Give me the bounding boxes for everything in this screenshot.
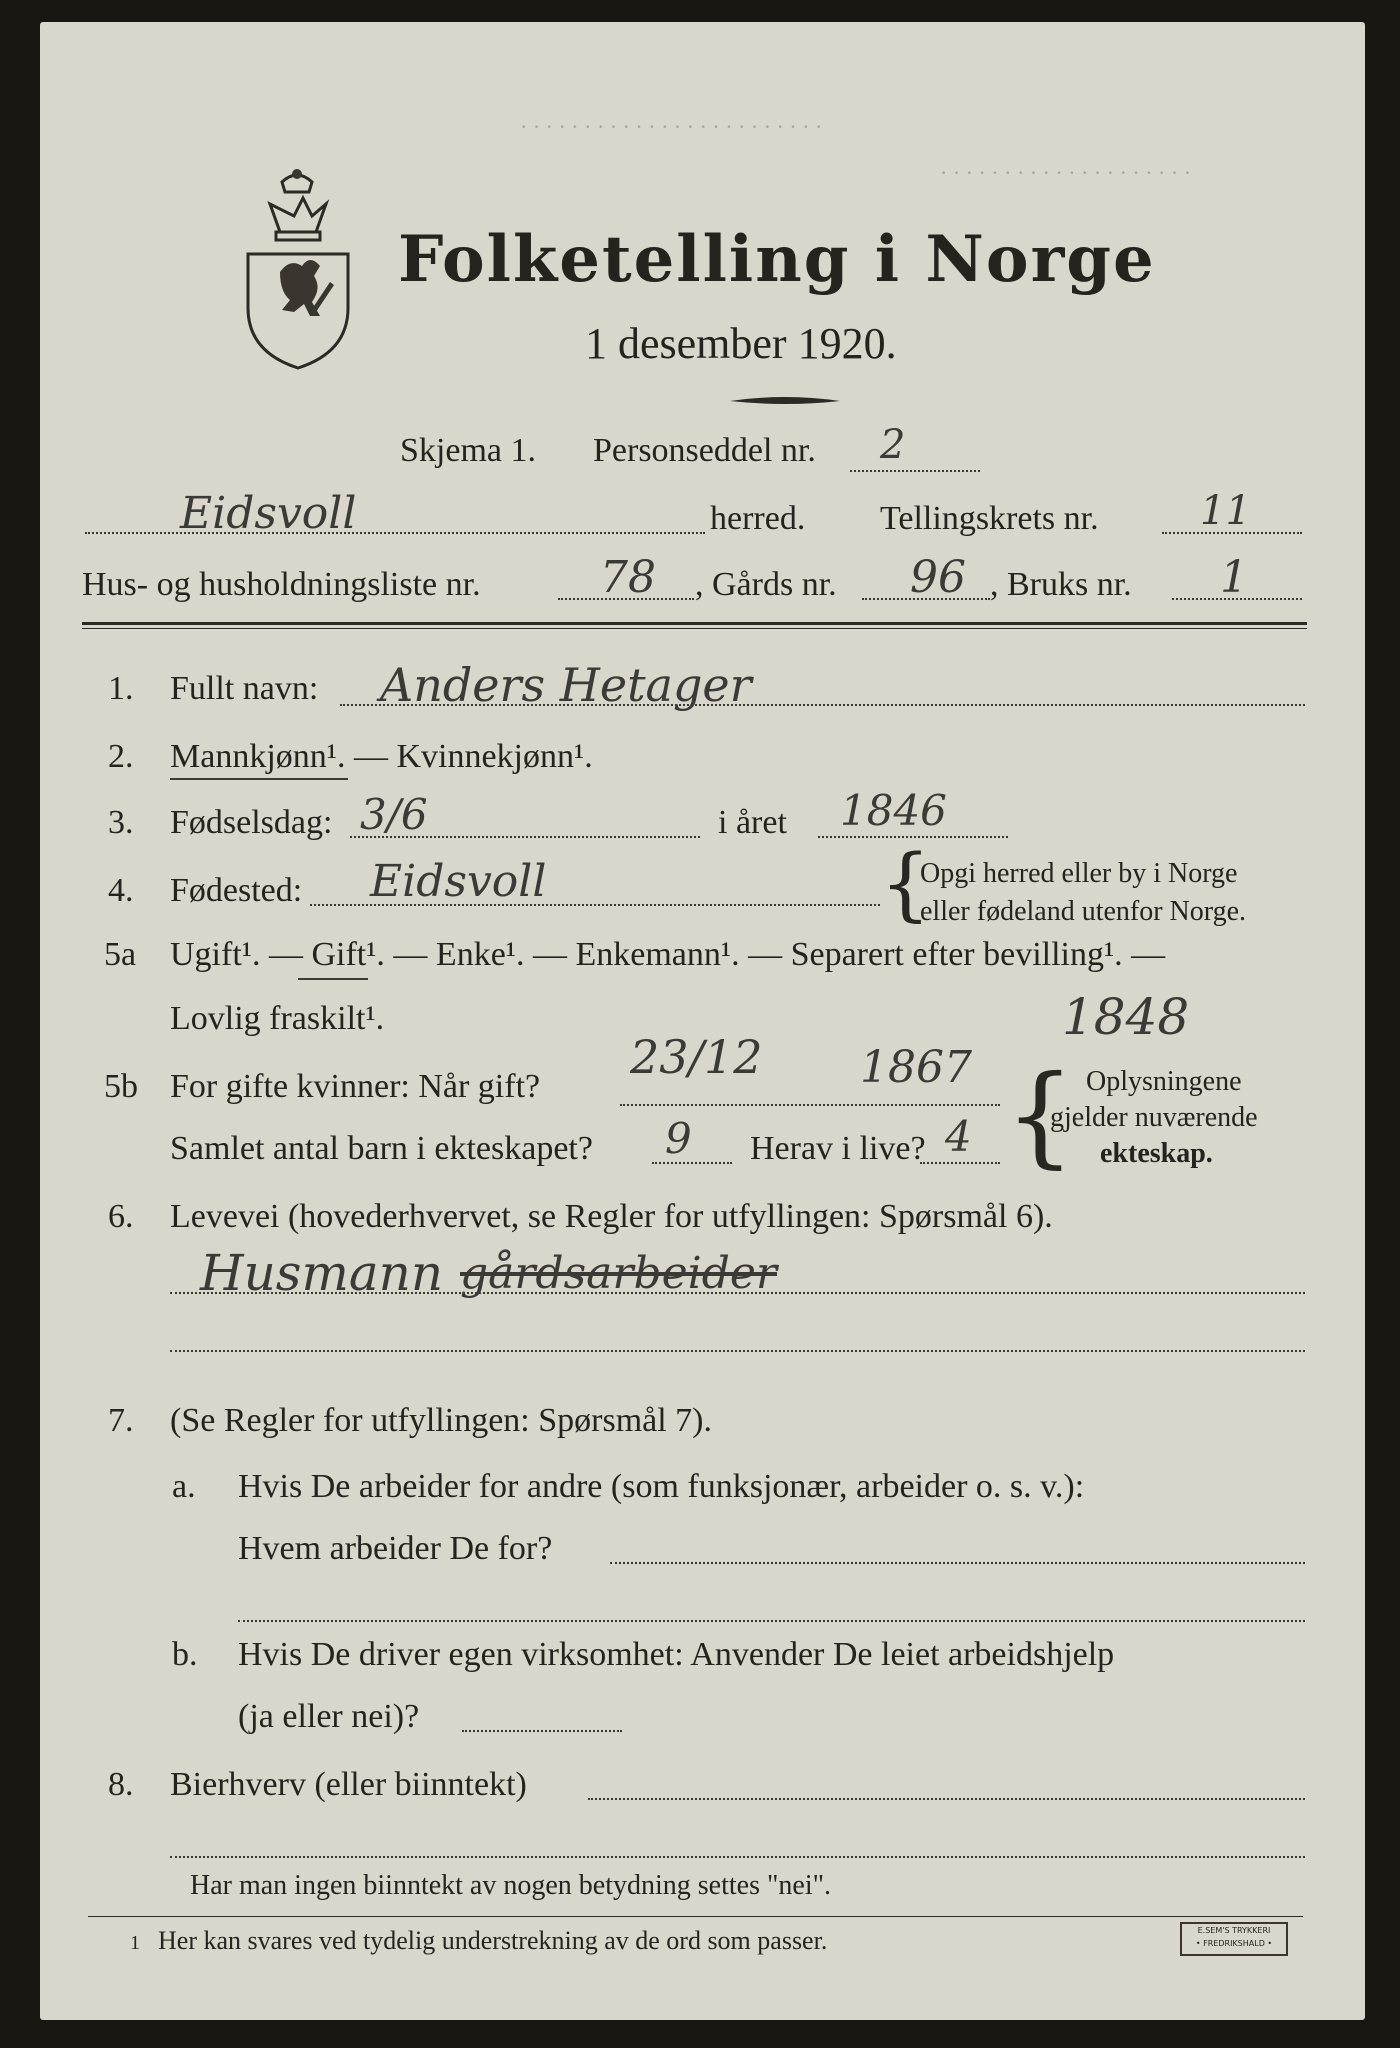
q1-label: Fullt navn: xyxy=(170,670,319,707)
printer-stamp-line-1: E.SEM'S TRYKKERI xyxy=(1197,1926,1271,1935)
q2-sex-options[interactable]: Mannkjønn¹. — Kvinnekjønn¹. xyxy=(170,738,593,775)
herred-label: herred. xyxy=(710,500,806,537)
q4-note-line-1: Opgi herred eller by i Norge xyxy=(920,858,1238,889)
q3-year-label: i året xyxy=(718,804,787,841)
q7a-label: Hvis De arbeider for andre (som funksjonær, arbeider o. s. v.): xyxy=(238,1468,1085,1505)
q5a-marital-options[interactable]: Ugift¹. — Gift¹. — Enke¹. — Enkemann¹. — Separert efter bevilling¹. — xyxy=(170,936,1166,973)
q5b-alive-label: Herav i live? xyxy=(750,1130,926,1167)
q2-number: 2. xyxy=(108,738,134,775)
birthplace-value: Eidsvoll xyxy=(370,856,547,907)
secondary-income-field-2[interactable] xyxy=(170,1856,1305,1858)
bleed-through-text: · · · · · · · · · · · · · · · · · · · · xyxy=(940,160,1192,185)
footnote-divider xyxy=(88,1916,1303,1917)
footnote-text: Her kan svares ved tydelig understrekning av de ord som passer. xyxy=(158,1926,828,1955)
q4-brace: { xyxy=(880,837,931,930)
q3-label: Fødselsdag: xyxy=(170,804,333,841)
header-divider-thin xyxy=(82,628,1307,629)
employer-field-2[interactable] xyxy=(238,1620,1305,1622)
birthday-value: 3/6 xyxy=(360,790,428,839)
marriage-date-field[interactable] xyxy=(620,1104,1000,1106)
q7a-label-2: Hvem arbeider De for? xyxy=(238,1530,553,1567)
husliste-value: 78 xyxy=(600,552,656,603)
bruks-value: 1 xyxy=(1220,552,1248,603)
children-total-value: 9 xyxy=(665,1114,692,1163)
q5b-note-line-1: Oplysningene xyxy=(1086,1066,1242,1097)
q7b-letter: b. xyxy=(172,1636,198,1673)
q5b-note-line-2: gjelder nuværende xyxy=(1050,1102,1258,1133)
q6-number: 6. xyxy=(108,1198,134,1235)
occupation-field-1[interactable] xyxy=(170,1292,1305,1294)
hired-help-field[interactable] xyxy=(462,1730,622,1732)
birth-year-value: 1846 xyxy=(840,786,947,835)
secondary-income-note: Har man ingen biinntekt av nogen betydning settes "nei". xyxy=(190,1870,832,1901)
occupation-crossed-out: gårdsarbeider xyxy=(460,1248,777,1299)
tellingskrets-value: 11 xyxy=(1200,488,1251,534)
employer-field-1[interactable] xyxy=(610,1562,1305,1564)
norwegian-coat-of-arms-icon xyxy=(240,162,355,372)
q8-number: 8. xyxy=(108,1766,134,1803)
q5b-note-line-3: ekteskap. xyxy=(1100,1138,1213,1169)
q4-label: Fødested: xyxy=(170,872,303,909)
q1-number: 1. xyxy=(108,670,134,707)
full-name-value: Anders Hetager xyxy=(380,658,752,712)
q4-note-line-2: eller fødeland utenfor Norge. xyxy=(920,896,1247,927)
bleed-through-text: · · · · · · · · · · · · · · · · · · · · · · · · xyxy=(520,114,823,139)
census-form-page xyxy=(40,22,1365,2020)
children-total-field[interactable] xyxy=(652,1162,732,1164)
marriage-extra-year: 1848 xyxy=(1062,988,1190,1046)
personseddel-label: Personseddel nr. xyxy=(593,432,816,469)
herred-field[interactable] xyxy=(85,532,705,534)
personseddel-value: 2 xyxy=(880,422,906,468)
personseddel-field[interactable] xyxy=(850,470,980,472)
children-alive-value: 4 xyxy=(945,1112,972,1161)
secondary-income-field-1[interactable] xyxy=(588,1798,1305,1800)
q7b-label-2: (ja eller nei)? xyxy=(238,1698,420,1735)
q5a-number: 5a xyxy=(104,936,137,973)
tellingskrets-label: Tellingskrets nr. xyxy=(880,500,1099,537)
bruks-label: , Bruks nr. xyxy=(990,566,1132,603)
q7b-label: Hvis De driver egen virksomhet: Anvender De leiet arbeidshjelp xyxy=(238,1636,1115,1673)
marriage-date-value: 23/12 xyxy=(630,1030,763,1084)
q8-label: Bierhverv (eller biinntekt) xyxy=(170,1766,527,1803)
q5a-label-2[interactable]: Lovlig fraskilt¹. xyxy=(170,1000,385,1037)
q6-label: Levevei (hovederhvervet, se Regler for utfyllingen: Spørsmål 6). xyxy=(170,1198,1053,1235)
herred-value: Eidsvoll xyxy=(180,488,357,539)
printer-stamp xyxy=(1180,1922,1288,1956)
q5b-label: For gifte kvinner: Når gift? xyxy=(170,1068,541,1105)
schema-label: Skjema 1. xyxy=(400,432,536,469)
q5a-underline-gift xyxy=(298,978,368,980)
q7-number: 7. xyxy=(108,1402,134,1439)
q5b-number: 5b xyxy=(104,1068,138,1105)
printer-stamp-line-2: • FREDRIKSHALD • xyxy=(1195,1939,1273,1948)
title-ornament xyxy=(730,394,840,412)
q5b-children-label: Samlet antal barn i ekteskapet? xyxy=(170,1130,593,1167)
q2-underline-mannkjonn xyxy=(170,778,348,780)
q3-number: 3. xyxy=(108,804,134,841)
q7-label: (Se Regler for utfyllingen: Spørsmål 7). xyxy=(170,1402,713,1439)
q7a-letter: a. xyxy=(172,1468,196,1505)
footnote-mark: 1 xyxy=(130,1932,140,1954)
husliste-label: Hus- og husholdningsliste nr. xyxy=(82,566,481,603)
gards-label: , Gårds nr. xyxy=(695,566,837,603)
marriage-year-value: 1867 xyxy=(860,1042,972,1093)
children-alive-field[interactable] xyxy=(920,1162,1000,1164)
census-date: 1 desember 1920. xyxy=(585,319,897,368)
occupation-value: Husmann xyxy=(200,1244,444,1302)
occupation-field-2[interactable] xyxy=(170,1350,1305,1352)
q4-number: 4. xyxy=(108,872,134,909)
gards-value: 96 xyxy=(910,552,966,603)
header-divider xyxy=(82,622,1307,625)
q5b-brace: { xyxy=(1005,1051,1075,1179)
form-title: Folketelling i Norge xyxy=(398,222,1156,297)
